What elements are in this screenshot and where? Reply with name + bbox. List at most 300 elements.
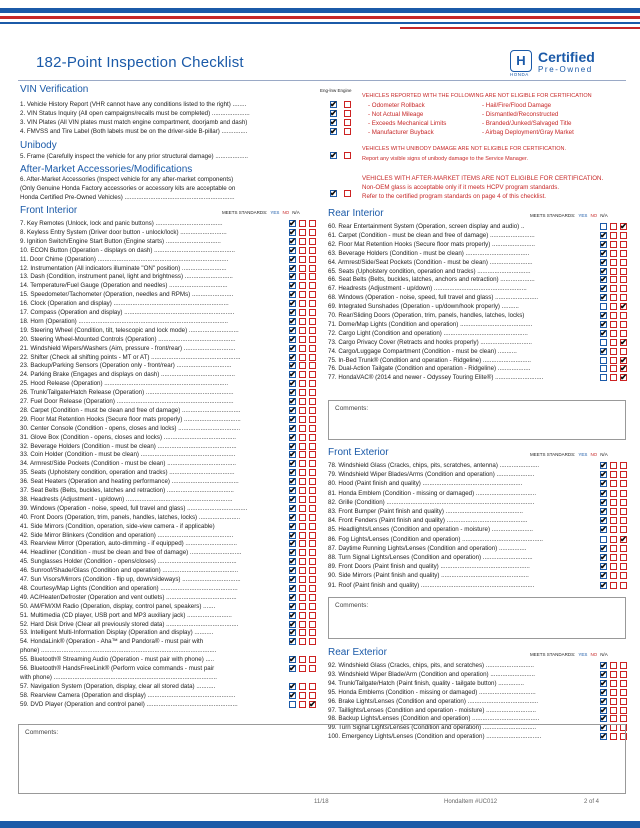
section-front-interior: Front Interior: [20, 205, 78, 216]
no-checkbox[interactable]: [610, 259, 617, 266]
check-icon: ✔: [330, 108, 338, 118]
no-checkbox[interactable]: [299, 656, 306, 663]
aftermarket-note: VEHICLES WITH AFTER-MARKET ITEMS ARE NOT ELIGIBLE FOR CERTIFICATION.: [362, 175, 604, 182]
no-checkbox[interactable]: [610, 303, 617, 310]
na-checkbox[interactable]: [309, 336, 316, 343]
check-icon: ✔: [289, 351, 297, 362]
vin-checkbox-no[interactable]: [344, 128, 351, 135]
na-checkbox[interactable]: [620, 348, 627, 355]
na-checkbox[interactable]: [309, 585, 316, 592]
section-rear-exterior: Rear Exterior: [328, 647, 387, 658]
na-checkbox[interactable]: [309, 416, 316, 423]
na-checkbox[interactable]: [620, 232, 627, 239]
no-checkbox[interactable]: [299, 621, 306, 628]
check-icon: ✔: [600, 274, 608, 285]
no-checkbox[interactable]: [299, 327, 306, 334]
na-checkbox[interactable]: [620, 563, 627, 570]
check-icon: ✔: [289, 663, 297, 673]
na-checkbox[interactable]: [620, 671, 627, 678]
honda-certified-logo: [510, 50, 630, 78]
no-checkbox[interactable]: [299, 362, 306, 369]
checklist-item: 35. Seats (Upholstery condition, operation and tracks) ......................................: [20, 469, 235, 477]
na-checkbox[interactable]: [620, 250, 627, 257]
no-checkbox[interactable]: [299, 505, 306, 512]
na-checkbox[interactable]: [309, 398, 316, 405]
checklist-item: 29. Floor Mat Retention Hooks (Secure floor mats properly) .................................: [20, 415, 241, 423]
na-checkbox[interactable]: [309, 621, 316, 628]
section-vin-verification: VIN Verification: [20, 84, 89, 95]
no-checkbox[interactable]: [299, 567, 306, 574]
no-checkbox[interactable]: [610, 357, 617, 364]
checklist-item: 21. Windshield Wipers/Washers (Aim, pressure - front/rear) ..............................: [20, 344, 236, 352]
no-checkbox[interactable]: [610, 276, 617, 283]
na-checkbox[interactable]: [620, 662, 627, 669]
check-icon: ✔: [289, 440, 297, 451]
vin-condition: - Airbag Deployment/Gray Market: [482, 129, 574, 136]
no-checkbox[interactable]: [610, 462, 617, 469]
check-icon: ✔: [289, 618, 297, 629]
no-checkbox[interactable]: [610, 285, 617, 292]
meets-standards-header: MEETS STANDARDS: YES NO N/A: [530, 452, 608, 457]
comments-label: Comments:: [335, 602, 369, 609]
no-checkbox[interactable]: [299, 576, 306, 583]
meets-standards-header: MEETS STANDARDS: YES NO N/A: [530, 213, 608, 218]
checklist-item: 50. AM/FM/XM Radio (Operation, display, control panel, speakers) .......: [20, 602, 216, 610]
check-icon: ✔: [600, 256, 608, 267]
na-checkbox[interactable]: [309, 629, 316, 636]
comments-label: Comments:: [25, 729, 59, 736]
header-stripe-thin: [0, 22, 640, 24]
na-checkbox[interactable]: [620, 312, 627, 319]
check-icon: ✔: [600, 229, 608, 240]
checklist-item: 96. Brake Lights/Lenses (Condition and operation) .........................................: [328, 697, 539, 705]
check-icon: ✔: [289, 511, 297, 522]
na-checkbox[interactable]: [309, 434, 316, 441]
checklist-item: 46. Sunroof/Shade/Glass (Condition and operation) ............................................: [20, 567, 239, 575]
na-checkbox[interactable]: [309, 354, 316, 361]
na-checkbox[interactable]: [620, 680, 627, 687]
na-checkbox[interactable]: [620, 715, 627, 722]
checklist-item: 31. Glove Box (Condition - opens, closes and locks) ..........................................: [20, 433, 236, 441]
no-checkbox[interactable]: [299, 265, 306, 272]
no-checkbox[interactable]: [299, 558, 306, 565]
na-checkbox[interactable]: [309, 638, 316, 645]
na-checkbox[interactable]: [309, 238, 316, 245]
vin-checkbox-no[interactable]: [344, 101, 351, 108]
checklist-item: 23. Backup/Parking Sensors (Operation only - front/rear) ................................: [20, 362, 232, 370]
na-checkbox[interactable]: [309, 282, 316, 289]
na-checkbox[interactable]: [309, 273, 316, 280]
no-checkbox[interactable]: [610, 250, 617, 257]
yes-checkbox[interactable]: [600, 357, 607, 364]
na-checkbox[interactable]: [309, 514, 316, 521]
no-checkbox[interactable]: [610, 480, 617, 487]
no-checkbox[interactable]: [299, 345, 306, 352]
no-checkbox[interactable]: [299, 701, 306, 708]
no-checkbox[interactable]: [610, 223, 617, 230]
na-checkbox[interactable]: [620, 321, 627, 328]
no-checkbox[interactable]: [610, 536, 617, 543]
no-checkbox[interactable]: [299, 443, 306, 450]
no-checkbox[interactable]: [299, 416, 306, 423]
na-checkbox[interactable]: [309, 478, 316, 485]
na-checkbox[interactable]: [309, 265, 316, 272]
no-checkbox[interactable]: [299, 478, 306, 485]
checklist-item: 93. Windshield Wiper Blade/Arm (Condition and operation) ..........................: [328, 670, 536, 678]
no-checkbox[interactable]: [299, 629, 306, 636]
na-checkbox[interactable]: [309, 362, 316, 369]
check-icon: ✔: [289, 333, 297, 344]
unibody-checkbox-no[interactable]: [344, 152, 351, 159]
na-checkbox[interactable]: [309, 371, 316, 378]
page-title: 182-Point Inspection Checklist: [36, 54, 244, 71]
checklist-item: 92. Windshield Glass (Cracks, chips, pits, and scratches) ............................: [328, 662, 534, 669]
no-checkbox[interactable]: [299, 451, 306, 458]
no-checkbox[interactable]: [299, 585, 306, 592]
no-checkbox[interactable]: [299, 692, 306, 699]
check-icon: ✔: [600, 722, 608, 733]
check-icon: ✔: [289, 387, 297, 398]
no-checkbox[interactable]: [299, 247, 306, 254]
no-checkbox[interactable]: [299, 532, 306, 539]
na-checkbox[interactable]: [620, 554, 627, 561]
check-icon: ✔: [289, 271, 297, 282]
na-checkbox[interactable]: [309, 327, 316, 334]
na-checkbox[interactable]: [309, 220, 316, 227]
checklist-item: 15. Speedometer/Tachometer (Operation, needles and RPMs) ........................: [20, 291, 234, 299]
no-checkbox[interactable]: [299, 540, 306, 547]
checklist-item: 10. ECON Button (Operation - displays on dash) ...............................................: [20, 246, 235, 254]
check-icon: ✔: [289, 627, 297, 638]
unibody-note-2: Report any visible signs of unibody damage to the Service Manager.: [362, 156, 529, 162]
check-icon: ✔: [600, 579, 608, 590]
checklist-item: 51. Multimedia (CD player, USB port and MP3 auxiliary jack) ..........................: [20, 611, 232, 619]
na-checkbox[interactable]: [309, 496, 316, 503]
no-checkbox[interactable]: [610, 339, 617, 346]
na-checkbox[interactable]: [620, 582, 627, 589]
no-checkbox[interactable]: [299, 496, 306, 503]
no-checkbox[interactable]: [299, 514, 306, 521]
checklist-item: 55. Bluetooth® Streaming Audio (Operation - must pair with phone) .....: [20, 656, 215, 664]
no-checkbox[interactable]: [299, 398, 306, 405]
no-checkbox[interactable]: [299, 389, 306, 396]
front-exterior-comments[interactable]: [328, 597, 626, 639]
na-checkbox[interactable]: [309, 380, 316, 387]
na-checkbox[interactable]: [620, 241, 627, 248]
no-checkbox[interactable]: [299, 229, 306, 236]
check-icon: ✔: [330, 99, 338, 109]
checklist-item: 49. AC/Heater/Defroster (Operation and vent outlets) .........................................: [20, 593, 237, 601]
no-checkbox[interactable]: [610, 374, 617, 381]
check-icon: ✔: [600, 469, 608, 480]
no-checkbox[interactable]: [610, 715, 617, 722]
no-checkbox[interactable]: [299, 371, 306, 378]
checklist-item: 58. Rearview Camera (Operation and display) ...................................................: [20, 691, 236, 699]
check-icon: ✔: [289, 467, 297, 478]
no-checkbox[interactable]: [299, 425, 306, 432]
check-icon: ✔: [600, 668, 608, 679]
check-icon: ✔: [289, 244, 297, 255]
checklist-item: 34. Armrest/Side Pockets (Condition - must be clean) ........................................: [20, 460, 236, 468]
na-checkbox[interactable]: [620, 508, 627, 515]
no-checkbox[interactable]: [610, 680, 617, 687]
no-checkbox[interactable]: [610, 508, 617, 515]
vin-item: 2. VIN Status Inquiry (All open campaigns/recalls must be completed) ......................: [20, 110, 250, 117]
no-checkbox[interactable]: [299, 523, 306, 530]
header-stripe-accent: [400, 27, 640, 29]
na-checkbox[interactable]: [309, 460, 316, 467]
na-checkbox[interactable]: [309, 443, 316, 450]
vin-checkbox-no[interactable]: [344, 110, 351, 117]
vin-item: 3. VIN Plates (All VIN plates must match engine compartment, doorjamb and dash): [20, 119, 248, 126]
na-checkbox[interactable]: [309, 532, 316, 539]
no-checkbox[interactable]: [299, 683, 306, 690]
yes-checkbox[interactable]: [600, 339, 607, 346]
na-checkbox[interactable]: [309, 656, 316, 663]
section-rear-interior: Rear Interior: [328, 208, 384, 219]
na-checkbox[interactable]: [309, 505, 316, 512]
no-checkbox[interactable]: [610, 671, 617, 678]
no-checkbox[interactable]: [299, 282, 306, 289]
checklist-item: 60. Rear Entertainment System (Operation, screen display and audio) ..: [328, 223, 525, 230]
check-icon: ✔: [600, 686, 608, 697]
vin-checkbox-no[interactable]: [344, 119, 351, 126]
na-checkbox[interactable]: [620, 480, 627, 487]
no-checkbox[interactable]: [299, 487, 306, 494]
na-checkbox[interactable]: [309, 594, 316, 601]
checklist-item: 43. Rearview Mirror (Operation, auto-dimming - if equipped) ..............................: [20, 540, 237, 548]
preowned-label: Pre-Owned: [538, 65, 593, 74]
check-icon: ✔: [289, 547, 297, 558]
no-checkbox[interactable]: [610, 330, 617, 337]
no-checkbox[interactable]: [610, 572, 617, 579]
checklist-item: 79. Windshield Wiper Blades/Arms (Condition and operation) ......................: [328, 471, 535, 479]
check-icon: ✔: [289, 636, 297, 647]
check-icon: ✔: [600, 496, 608, 507]
no-checkbox[interactable]: [299, 380, 306, 387]
no-checkbox[interactable]: [610, 545, 617, 552]
check-icon: ✔: [289, 218, 297, 228]
na-checkbox[interactable]: [620, 259, 627, 266]
checklist-item: 20. Steering Wheel-Mounted Controls (Operation) .............................................: [20, 335, 236, 343]
comments-label: Comments:: [335, 405, 369, 412]
no-checkbox[interactable]: [610, 517, 617, 524]
no-checkbox[interactable]: [610, 241, 617, 248]
no-checkbox[interactable]: [299, 291, 306, 298]
check-icon: ✔: [600, 345, 608, 356]
check-icon: ✔: [289, 600, 297, 611]
no-checkbox[interactable]: [299, 603, 306, 610]
na-checkbox[interactable]: [309, 683, 316, 690]
no-checkbox[interactable]: [299, 434, 306, 441]
aftermarket-checkbox-no[interactable]: [344, 190, 351, 197]
check-icon: ✔: [289, 431, 297, 442]
check-icon: ✔: [289, 413, 297, 424]
no-checkbox[interactable]: [299, 336, 306, 343]
no-checkbox[interactable]: [299, 665, 306, 672]
yes-checkbox[interactable]: [600, 223, 607, 230]
na-checkbox[interactable]: [309, 549, 316, 556]
yes-checkbox[interactable]: [289, 701, 296, 708]
checklist-item: 52. Hard Disk Drive (Clear all previously stored data) ..........................................: [20, 620, 239, 628]
no-checkbox[interactable]: [299, 549, 306, 556]
no-checkbox[interactable]: [299, 354, 306, 361]
footer-page: 2 of 4: [584, 799, 600, 805]
na-checkbox[interactable]: [309, 665, 316, 672]
no-checkbox[interactable]: [610, 268, 617, 275]
yes-checkbox[interactable]: [600, 536, 607, 543]
aftermarket-line: (Only Genuine Honda Factory accessories or accessory kits are acceptable on: [20, 185, 236, 192]
na-checkbox[interactable]: [309, 612, 316, 619]
na-checkbox[interactable]: [620, 545, 627, 552]
na-checkbox[interactable]: [309, 425, 316, 432]
na-checkbox[interactable]: [309, 692, 316, 699]
na-checkbox[interactable]: [309, 469, 316, 476]
no-checkbox[interactable]: [610, 294, 617, 301]
na-checkbox[interactable]: [620, 268, 627, 275]
check-icon: ✔: [289, 680, 297, 691]
na-checkbox[interactable]: [309, 576, 316, 583]
no-checkbox[interactable]: [299, 238, 306, 245]
rear-interior-comments[interactable]: [328, 400, 626, 440]
na-checkbox[interactable]: [309, 487, 316, 494]
unibody-item: 5. Frame (Carefully inspect the vehicle for any prior structural damage) ...................: [20, 153, 248, 160]
na-checkbox[interactable]: [309, 603, 316, 610]
checklist-item: 12. Instrumentation (All indicators illuminate "ON" position) ..........................: [20, 264, 227, 272]
na-checkbox[interactable]: [309, 558, 316, 565]
check-icon: ✔: [289, 280, 297, 291]
check-icon: ✔: [600, 561, 608, 572]
na-checkbox[interactable]: [309, 318, 316, 325]
no-checkbox[interactable]: [299, 318, 306, 325]
no-checkbox[interactable]: [610, 365, 617, 372]
check-icon: ✔: [289, 289, 297, 300]
checklist-item: 87. Daytime Running Lights/Lenses (Condition and operation) ................: [328, 544, 527, 552]
checklist-item: 97. Taillights/Lenses (Condition and operation - moisture) .............................: [328, 706, 536, 714]
aftermarket-line: 6. After-Market Accessories (Inspect vehicle for any after-market components): [20, 176, 234, 183]
no-checkbox[interactable]: [610, 526, 617, 533]
no-checkbox[interactable]: [610, 698, 617, 705]
checklist-item: 25. Hood Release (Operation) ........................................................................: [20, 380, 229, 388]
no-checkbox[interactable]: [299, 273, 306, 280]
na-checkbox[interactable]: [309, 451, 316, 458]
check-icon: ✔: [330, 150, 338, 160]
no-checkbox[interactable]: [610, 312, 617, 319]
check-icon: ✔: [600, 660, 608, 670]
no-checkbox[interactable]: [299, 300, 306, 307]
check-icon: ✔: [289, 253, 297, 264]
no-checkbox[interactable]: [299, 309, 306, 316]
na-checkbox[interactable]: [620, 499, 627, 506]
no-checkbox[interactable]: [610, 490, 617, 497]
no-checkbox[interactable]: [610, 348, 617, 355]
checklist-item: 42. Side Mirror Blinkers (Condition and operation) ............................................: [20, 531, 234, 539]
check-icon: ✔: [289, 493, 297, 504]
checklist-item: 11. Door Chime (Operation) ............................................................................: [20, 255, 229, 263]
no-checkbox[interactable]: [299, 220, 306, 227]
yes-checkbox[interactable]: [600, 365, 607, 372]
checklist-item: 64. Armrest/Side/Seat Pockets (Condition - must be clean) .........................: [328, 258, 533, 266]
checklist-item: 75. In-Bed Trunk® (Condition and operation - Ridgeline) ............................: [328, 356, 531, 364]
vin-condition: - Branded/Junked/Salvaged Title: [482, 120, 572, 127]
no-checkbox[interactable]: [610, 554, 617, 561]
no-checkbox[interactable]: [610, 499, 617, 506]
na-checkbox[interactable]: [309, 567, 316, 574]
no-checkbox[interactable]: [610, 707, 617, 714]
na-checkbox[interactable]: [309, 523, 316, 530]
na-checkbox[interactable]: [620, 707, 627, 714]
na-checkbox[interactable]: [309, 300, 316, 307]
na-checkbox[interactable]: [620, 517, 627, 524]
na-checkbox[interactable]: [309, 309, 316, 316]
na-checkbox[interactable]: [620, 572, 627, 579]
no-checkbox[interactable]: [610, 689, 617, 696]
na-checkbox[interactable]: [620, 276, 627, 283]
check-icon: ✔: [289, 378, 297, 389]
no-checkbox[interactable]: [610, 563, 617, 570]
no-checkbox[interactable]: [299, 256, 306, 263]
na-checkbox[interactable]: [620, 526, 627, 533]
no-checkbox[interactable]: [299, 612, 306, 619]
na-checkbox[interactable]: [309, 407, 316, 414]
check-icon: ✔: [309, 698, 317, 709]
checklist-item: 18. Horn (Operation) .......................................................................................: [20, 317, 229, 325]
checklist-item: 76. Dual-Action Tailgate (Condition and operation - Ridgeline) ...................: [328, 365, 531, 373]
na-checkbox[interactable]: [620, 471, 627, 478]
check-icon: ✔: [289, 556, 297, 567]
checklist-item: 8. Keyless Entry System (Driver door button - unlock/lock) ...........................: [20, 228, 227, 236]
check-icon: ✔: [600, 310, 608, 320]
no-checkbox[interactable]: [610, 321, 617, 328]
no-checkbox[interactable]: [299, 469, 306, 476]
na-checkbox[interactable]: [309, 229, 316, 236]
na-checkbox[interactable]: [309, 389, 316, 396]
na-checkbox[interactable]: [620, 285, 627, 292]
no-checkbox[interactable]: [299, 638, 306, 645]
no-checkbox[interactable]: [610, 232, 617, 239]
no-checkbox[interactable]: [299, 460, 306, 467]
check-icon: ✔: [600, 713, 608, 724]
checklist-item: 91. Roof (Paint finish and quality) ..................................................................: [328, 581, 535, 589]
no-checkbox[interactable]: [610, 471, 617, 478]
na-checkbox[interactable]: [309, 291, 316, 298]
checklist-item: 19. Steering Wheel (Condition, tilt, telescopic and lock mode) .............................: [20, 326, 239, 334]
na-checkbox[interactable]: [309, 540, 316, 547]
na-checkbox[interactable]: [309, 345, 316, 352]
no-checkbox[interactable]: [610, 582, 617, 589]
na-checkbox[interactable]: [620, 698, 627, 705]
check-icon: ✔: [289, 529, 297, 540]
checklist-item: 65. Seats (Upholstery condition, operation and tracks) ...............................: [328, 267, 531, 275]
na-checkbox[interactable]: [620, 462, 627, 469]
check-icon: ✔: [600, 238, 608, 249]
na-checkbox[interactable]: [309, 247, 316, 254]
na-checkbox[interactable]: [620, 689, 627, 696]
na-checkbox[interactable]: [620, 330, 627, 337]
page-comments[interactable]: [18, 724, 626, 794]
no-checkbox[interactable]: [299, 594, 306, 601]
check-icon: ✔: [330, 126, 338, 136]
check-icon: ✔: [600, 292, 608, 303]
na-checkbox[interactable]: [309, 256, 316, 263]
no-checkbox[interactable]: [610, 662, 617, 669]
na-checkbox[interactable]: [620, 490, 627, 497]
checklist-item: 99. Turn Signal Lights/Lenses (Condition and operation) ...............................: [328, 724, 537, 732]
checklist-item: 30. Center Console (Condition - opens, closes and locks) ....................................: [20, 424, 241, 432]
checklist-item: 95. Honda Emblems (Condition - missing or damaged) .................................: [328, 688, 536, 696]
yes-checkbox[interactable]: [600, 374, 607, 381]
no-checkbox[interactable]: [299, 407, 306, 414]
